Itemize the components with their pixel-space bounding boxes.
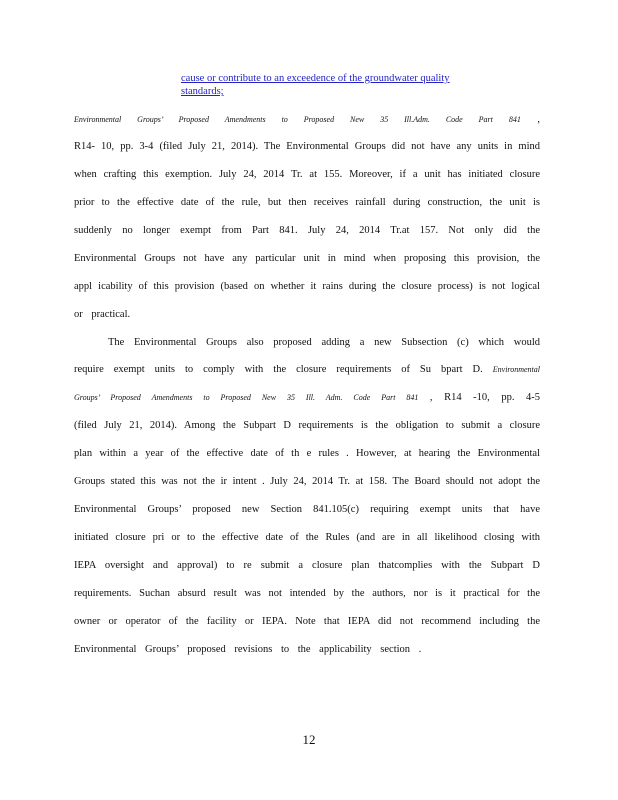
- block-quote: [181, 72, 511, 98]
- line-text: Groups stated this was not the ir intent . July 24, 2014 Tr. at 158. The Board should not adopt the: [74, 476, 540, 487]
- text-line: [74, 644, 540, 655]
- line-text: Environmental Groups’ proposed revisions to the applicability section .: [74, 644, 422, 655]
- text-line: [74, 141, 540, 152]
- line-text: when crafting this exemption. July 24, 2014 Tr. at 155. Moreover, if a unit has initiated closure: [74, 169, 540, 180]
- line-text: ,: [537, 114, 541, 125]
- text-line: [74, 392, 540, 403]
- text-line: [108, 337, 540, 348]
- text-line: [74, 225, 540, 236]
- line-text: or practical.: [74, 309, 131, 320]
- text-line: [74, 616, 540, 627]
- line-text: R14- 10, pp. 3-4 (filed July 21, 2014). The Environmental Groups did not have any units in mind: [74, 141, 540, 152]
- line-text: owner or operator of the facility or IEPA. Note that IEPA did not recommend including the: [74, 616, 540, 627]
- quote-line-1: cause or contribute to an exceedence of the groundwater quality: [181, 73, 450, 84]
- line-text: The Environmental Groups also proposed adding a new Subsection (c) which would: [108, 337, 540, 348]
- line-text: initiated closure pri or to the effective date of the Rules (and are in all likelihood closing with: [74, 532, 540, 543]
- text-line: [74, 476, 540, 487]
- citation: Environmental: [492, 365, 540, 374]
- line-text: require exempt units to comply with the closure requirements of Su bpart D.: [74, 364, 483, 375]
- line-text: prior to the effective date of the rule, but then receives rainfall during construction, the unit is: [74, 197, 540, 208]
- text-line: [74, 281, 540, 292]
- citation: Groups’ Proposed Amendments to Proposed New 35 Ill. Adm. Code Part 841: [74, 393, 419, 402]
- line-text: appl icability of this provision (based on whether it rains during the closure process) is not logical: [74, 281, 540, 292]
- line-text: suddenly no longer exempt from Part 841. July 24, 2014 Tr.at 157. Not only did the: [74, 225, 540, 236]
- text-line: [74, 309, 540, 320]
- quote-line-2: standards;: [181, 86, 224, 97]
- line-text: Environmental Groups’ proposed new Section 841.105(c) requiring exempt units that have: [74, 504, 540, 515]
- text-line: [74, 560, 540, 571]
- text-line: [74, 588, 540, 599]
- citation: Environmental Groups’ Proposed Amendments to Proposed New 35 Ill.Adm. Code Part 841: [74, 115, 521, 124]
- text-line: [74, 420, 540, 431]
- line-text: , R14 -10, pp. 4-5: [429, 392, 541, 403]
- text-line: [74, 169, 540, 180]
- text-line: [74, 532, 540, 543]
- text-line: [74, 448, 540, 459]
- text-line: [74, 364, 540, 375]
- page-number: 12: [302, 732, 316, 747]
- text-line: [74, 197, 540, 208]
- text-line: [74, 114, 540, 125]
- line-text: requirements. Suchan absurd result was not intended by the authors, nor is it practical for the: [74, 588, 540, 599]
- line-text: plan within a year of the effective date of th e rules . However, at hearing the Environmental: [74, 448, 540, 459]
- line-text: IEPA oversight and approval) to re submit a closure plan thatcomplies with the Subpart D: [74, 560, 540, 571]
- text-line: [74, 504, 540, 515]
- line-text: (filed July 21, 2014). Among the Subpart D requirements is the obligation to submit a closure: [74, 420, 540, 431]
- line-text: Environmental Groups not have any particular unit in mind when proposing this provision, the: [74, 253, 540, 264]
- text-line: [74, 253, 540, 264]
